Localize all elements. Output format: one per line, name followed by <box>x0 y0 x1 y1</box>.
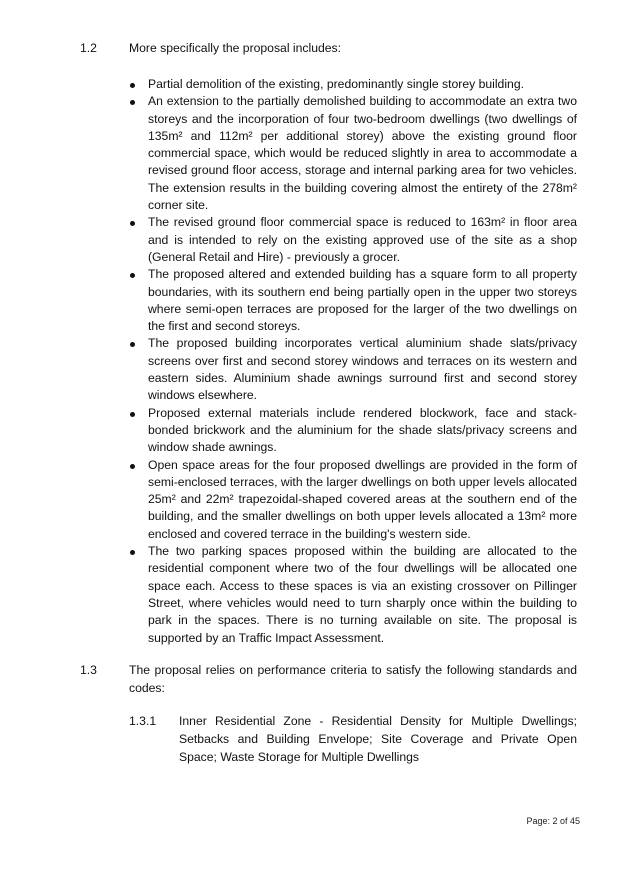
section-1-3-text: The proposal relies on performance criteria to satisfy the following standards and codes: <box>129 663 577 695</box>
bullet-item: The proposed altered and extended building has a square form to all property boundaries, with its southern end being partially open in the upper two storeys where semi-open terraces are proposed for the larger of the two dwellings on the first and second storeys. <box>129 266 577 335</box>
bullet-icon <box>130 412 135 417</box>
proposal-bullet-list <box>129 76 577 647</box>
bullet-item: The revised ground floor commercial space is reduced to 163m² in floor area and is intended to rely on the existing approved use of the site as a shop (General Retail and Hire) - previously a grocer. <box>129 214 577 266</box>
bullet-icon <box>130 464 135 469</box>
bullet-icon <box>130 83 135 88</box>
section-number-1-3: 1.3 <box>80 663 97 677</box>
subsection-1-3-1-text: Inner Residential Zone - Residential Density for Multiple Dwellings; Setbacks and Building Envelope; Site Coverage and Private Open Space; Waste Storage for Multiple Dwellings <box>179 714 577 764</box>
subsection-number-1-3-1: 1.3.1 <box>129 714 157 728</box>
bullet-item: Partial demolition of the existing, predominantly single storey building. <box>129 76 577 93</box>
bullet-icon <box>130 273 135 278</box>
section-number-1-2: 1.2 <box>80 41 97 55</box>
page-number: Page: 2 of 45 <box>526 816 580 826</box>
bullet-icon <box>130 100 135 105</box>
bullet-item: Proposed external materials include rendered blockwork, face and stack-bonded brickwork and the aluminium for the shade slats/privacy screens and window shade awnings. <box>129 405 577 457</box>
bullet-item: The proposed building incorporates vertical aluminium shade slats/privacy screens over first and second storey windows and terraces on its western and eastern sides. Aluminium shade awnings surround first and second storey windows elsewhere. <box>129 335 577 404</box>
bullet-item: An extension to the partially demolished building to accommodate an extra two storeys and the incorporation of four two-bedroom dwellings (two dwellings of 135m² and 112m² per additional storey) above the existing ground floor commercial space, which would be reduced slightly in area to accommodate a revised ground floor access, storage and internal parking area for two vehicles. The extension results in the building covering almost the entirety of the 278m² corner site. <box>129 93 577 214</box>
bullet-icon <box>130 342 135 347</box>
bullet-icon <box>130 221 135 226</box>
bullet-item: The two parking spaces proposed within the building are allocated to the residential component where two of the four dwellings will be allocated one space each. Access to these spaces is via an existing crossover on Pillinger Street, where vehicles would need to turn sharply once within the building to park in the spaces. There is no turning available on site. The proposal is supported by an Traffic Impact Assessment. <box>129 543 577 647</box>
bullet-icon <box>130 550 135 555</box>
section-1-2-intro: More specifically the proposal includes: <box>129 41 342 55</box>
bullet-item: Open space areas for the four proposed dwellings are provided in the form of semi-enclosed terraces, with the larger dwellings on both upper levels allocated 25m² and 22m² trapezoidal-shaped covered areas at the southern end of the building, and the smaller dwellings on both upper levels allocated a 13m² more enclosed and covered terrace in the building's western side. <box>129 457 577 543</box>
